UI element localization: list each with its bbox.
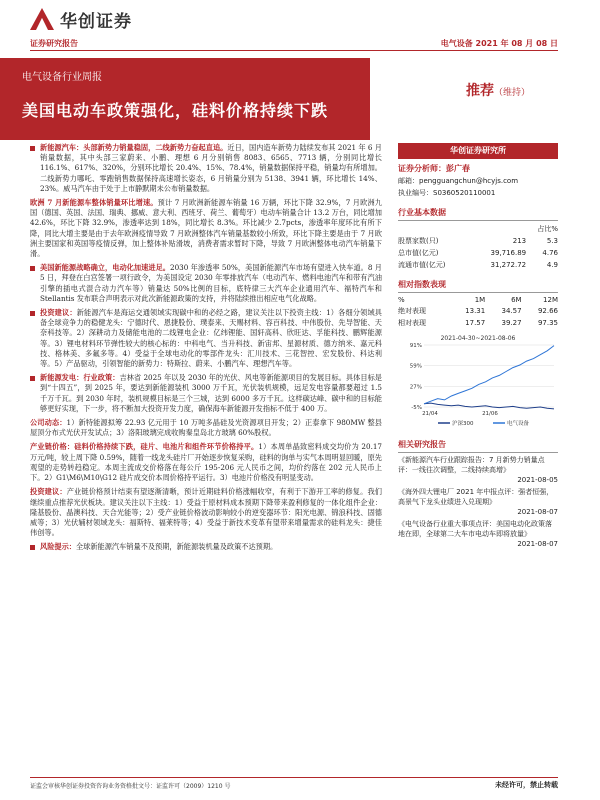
- analyst-info: [398, 163, 558, 199]
- paragraph-lead: 投资建议：: [40, 308, 77, 318]
- report-title: 美国电动车政策强化，硅料价格持续下跌: [22, 101, 329, 120]
- paragraph-text: 产业链价格预计结束有望逐渐清晰，预计近期硅料价格涨幅收窄，有利于下游开工率的修复。我们继续重点推荐光伏板块。建议关注以下主线：1）受益于原材料成本预期下降带来盈利修复的一体化组件企业：隆基股份、晶澳科技、天合光能等；2）受产业链价格波动影响较小的逆变器环节：阳光电源、锦浪科技、固德威等；3）光伏辅材领域龙头：福斯特、福莱特等；4）受益于新技术变革有望带来增量需求的硅料龙头：捷佳伟创等。: [30, 487, 382, 538]
- sidebar: [398, 143, 558, 551]
- table-row: [398, 247, 558, 259]
- body-paragraph: [30, 487, 382, 538]
- sidebar-header: 华创证券研究所: [398, 143, 558, 159]
- related-report-title: 《新能源汽车行业跟踪报告：7 月新势力销量点评：一线往次调整，二线持续高增》: [398, 456, 545, 474]
- basic-data-title: 行业基本数据: [398, 207, 558, 221]
- table-cell: 17.57: [465, 319, 486, 327]
- rating-box: [370, 58, 600, 140]
- table-row: [398, 317, 558, 329]
- table-cell: 39.27: [501, 319, 522, 327]
- related-report-item[interactable]: [398, 487, 558, 517]
- paragraph-text: 全球新能源汽车销量不及预期，新能源装机量及政策不达预期。: [75, 542, 278, 552]
- rating-label: 推荐: [465, 83, 494, 99]
- header-date: 电气设备 2021 年 08 月 08 日: [440, 39, 558, 48]
- related-report-title: 《海外四大锂电厂 2021 年中报点评：强者恒强，高景气下龙头业绩进入兑现期》: [398, 488, 554, 506]
- legend-label: 沪深300: [452, 421, 474, 427]
- paragraph-text: 1）新特能源拟筹 22.93 亿元用于 10 万吨多晶硅及光资源项目开发；2）正泰拿下 980MW 整县屋顶分布式光伏开发试点；3）洛阳玻璃完成收购秦皇岛北方玻璃 60%股权。: [30, 418, 382, 438]
- related-report-title: 《电气设备行业重大事项点评：美国电动化政策落地在即，全球第二大车市电动车即将放量》: [398, 520, 552, 538]
- paragraph-text: 预计 7 月欧洲新能源车销量 16 万辆，环比下降 32.9%，7 月欧洲九国（德国、英国、法国、瑞典、挪威、意大利、西班牙、荷兰、葡萄牙）电动车销量合计 13.2 万台，同比增加 42.6%，环比下降 32.9%，渗透率达到 18%，同比增长 8.3%。环比减少 2.7pcts，渗透率年度环比有所下降，同比大增主要是由于去年欧洲疫情导致 7 月欧洲整体汽车销量基数较小所致，环比下降主要是由于 7 月欧洲主要国家和英国等疫情反弹，加上整体补贴滑坡，消费者需求暂时下降，导致 7 月欧洲整体电动汽车销量下滑。: [30, 198, 382, 259]
- table-cell: 相对表现: [398, 319, 426, 327]
- paragraph-lead: 公司动态：: [30, 418, 67, 428]
- table-cell: 34.57: [501, 307, 522, 315]
- y-tick-label: 27%: [409, 384, 422, 391]
- table-cell: 213: [512, 237, 527, 245]
- table-cell: 39,716.89: [490, 249, 527, 257]
- paragraph-lead: 风险提示：: [40, 542, 76, 552]
- report-body: [30, 143, 382, 557]
- footer-license: 证监会审核华创证券投资咨询业务资格批文号：证监许可（2009）1210 号: [30, 783, 231, 790]
- related-reports: [398, 455, 558, 549]
- analyst-license: 执业编号：S0360520110001: [398, 189, 496, 197]
- paragraph-lead: 欧洲 7 月新能源车整体销量环比增速。: [30, 198, 158, 208]
- table-cell: 5.3: [546, 237, 558, 245]
- analyst-email[interactable]: 邮箱：pengguangchun@hcyjs.com: [398, 177, 519, 185]
- series-line-0: [424, 403, 554, 409]
- x-tick-label: 21/06: [482, 411, 498, 417]
- report-type: 证券研究报告: [30, 39, 78, 48]
- related-title: 相关研究报告: [398, 439, 558, 453]
- basic-data-table: [398, 223, 558, 271]
- paragraph-text: 吉林省 2025 年以及 2030 年的光伏、风电等新能源项目的发展目标。具体目标是到“十四五”，到 2025 年，要达到新能源装机 3000 万千瓦，光伏装机规模，远足发电容量都要超过 1.5 千万千瓦。到 2030 年时，装机规模目标是三个三城，达到 6000 多万千瓦。这样碳达峰、碳中和的目标能够更好实现，下一步，将不断加大投资开发力度，确保海车新能源开发指标不低于 400 万。: [40, 373, 382, 413]
- related-report-date: 2021-08-07: [517, 540, 558, 548]
- related-report-date: 2021-08-07: [517, 508, 558, 516]
- table-cell: 92.66: [537, 307, 558, 315]
- table-row: [398, 235, 558, 247]
- table-row: [398, 305, 558, 317]
- table-header-cell: 1M: [474, 296, 486, 304]
- report-subtitle: 电气设备行业周报: [22, 72, 102, 83]
- chart-title: 2021-04-30~2021-08-06: [440, 335, 516, 342]
- legend-label: 电气设备: [507, 421, 530, 427]
- table-row: [398, 259, 558, 271]
- body-paragraph: [30, 143, 382, 194]
- paragraph-text: 1）本周单晶致密料成交均价为 20.17 万元/吨，较上周下降 0.59%，随着一线龙头硅片厂开始逐步恢复采购，硅料的询单与实气本周明显回暖，原先观望的走势转趋稳定。本周主流成交价格落在每公斤 195-206 元人民币之间，均价约落在 202 元人民币上下。2）G1\M6\M10\G12 硅片成交价本周价格持平运行。3）电池片价格没有明显变动。: [30, 442, 383, 483]
- table-cell: 流通市值(亿元): [398, 261, 446, 269]
- table-header-cell: 占比%: [537, 225, 558, 233]
- table-header-cell: [471, 223, 526, 235]
- table-cell: 4.9: [546, 261, 558, 269]
- paragraph-text: 2030 年渗透率 50%，美国新能源汽车市场有望进入快车道。8 月 5 日，拜登在白宫签署一项行政令，为美国设定 2030 年零排放汽车（电动汽车、燃料电池汽车和带有汽油引擎的插电式混合动力汽车等）销量达 50%比例的目标，底特律三大汽车企业通用汽车、福特汽车和 Stellantis 发布联合声明表示对此次新能源政策的支持，并将陆续推出相应电气化战略。: [40, 263, 382, 303]
- body-paragraph: [30, 198, 382, 259]
- table-header-cell: %: [398, 296, 405, 304]
- table-cell: 总市值(亿元): [398, 249, 439, 257]
- logo-mark-icon: [30, 8, 54, 30]
- table-header-cell: 12M: [543, 296, 558, 304]
- related-report-item[interactable]: [398, 519, 558, 549]
- paragraph-lead: 新能源汽车：头部新势力销量稳固，二线新势力奋起直追。: [40, 143, 228, 152]
- header-divider: [30, 50, 558, 51]
- paragraph-lead: 美国新能源战略确立，电动化加速进足。: [40, 263, 171, 273]
- paragraph-text: 近日，国内造车新势力陆续发布其 2021 年 6 月销量数据，其中头部三家蔚来、小鹏、理想 6 月分别销售 8083、6565、7713 辆，分别同比增长 116.1%、617%、320%，分别环比增长 20.4%、15%、78.4%，销量数据保持平稳，销量均有所增加。二线新势力哪吒、零跑销售数据保持高速增长姿态，6 月销量分别为 5138、3941 辆，环比增长 14%、23%。威马汽车由于处于上市静默期未公布销量数据。: [40, 143, 382, 193]
- y-tick-label: 59%: [409, 363, 422, 370]
- table-cell: 股票家数(只): [398, 237, 439, 245]
- x-tick-label: 21/04: [422, 411, 438, 417]
- table-header-cell: [398, 223, 471, 235]
- table-cell: 31,272.72: [490, 261, 527, 269]
- footer-divider: [30, 777, 558, 778]
- paragraph-lead: 新能源发电：行业政策：: [40, 373, 120, 383]
- body-paragraph: [30, 542, 382, 552]
- logo-text: 华创证券: [60, 11, 132, 32]
- paragraph-lead: 投资建议：: [30, 487, 67, 497]
- perf-table: [398, 295, 558, 329]
- relative-performance-chart: [398, 333, 558, 429]
- paragraph-lead: 产业链价格：硅料价格持续下跌，硅片、电池片和组件环节价格持平。: [30, 442, 259, 452]
- related-report-item[interactable]: [398, 455, 558, 485]
- body-paragraph: [30, 263, 382, 304]
- body-paragraph: [30, 442, 382, 483]
- footer-copyright: 未经许可，禁止转载: [495, 781, 558, 789]
- table-cell: 13.31: [465, 307, 486, 315]
- body-paragraph: [30, 373, 382, 414]
- series-line-1: [424, 346, 554, 404]
- title-band: [0, 58, 600, 140]
- related-report-date: 2021-08-05: [517, 476, 558, 484]
- rating-note: （维持）: [493, 88, 530, 98]
- analyst-title: 证券分析师：彭广春: [398, 164, 470, 173]
- rating: [466, 80, 530, 100]
- table-cell: 97.35: [537, 319, 558, 327]
- body-paragraph: [30, 308, 382, 369]
- table-cell: 4.76: [542, 249, 558, 257]
- y-tick-label: 91%: [409, 343, 422, 349]
- perf-title: 相对指数表现: [398, 279, 558, 293]
- body-paragraph: [30, 418, 382, 438]
- table-header-cell: 6M: [511, 296, 522, 304]
- table-cell: 绝对表现: [398, 307, 426, 315]
- company-logo: [30, 8, 132, 30]
- paragraph-text: 新能源汽车是海运交通领域实现碳中和的必经之路，建议关注以下投资主线：1）各细分领域具备全球竞争力的稳健龙头：宁德时代、恩捷股份、璞泰来、天赐材料、容百科技、中伟股份、先导智能、天奈科技等。2）深耕动力及储能电池的二线锂电企业：亿纬锂能、国轩高科、欣旺达、孚能科技、鹏辉能源等。3）锂电材料环节弹性较大的核心标的：中科电气、当升科技、新宙邦、星源材质、德方纳米、嘉元科技、格林美、多氟多等。4）受益于全球电动化的零部件龙头：汇川技术、三花智控、宏发股份、科达利等。5）产品驱动，引领智能的新势力：特斯拉、蔚来、小鹏汽车、理想汽车等。: [40, 308, 382, 369]
- y-tick-label: -5%: [411, 405, 422, 411]
